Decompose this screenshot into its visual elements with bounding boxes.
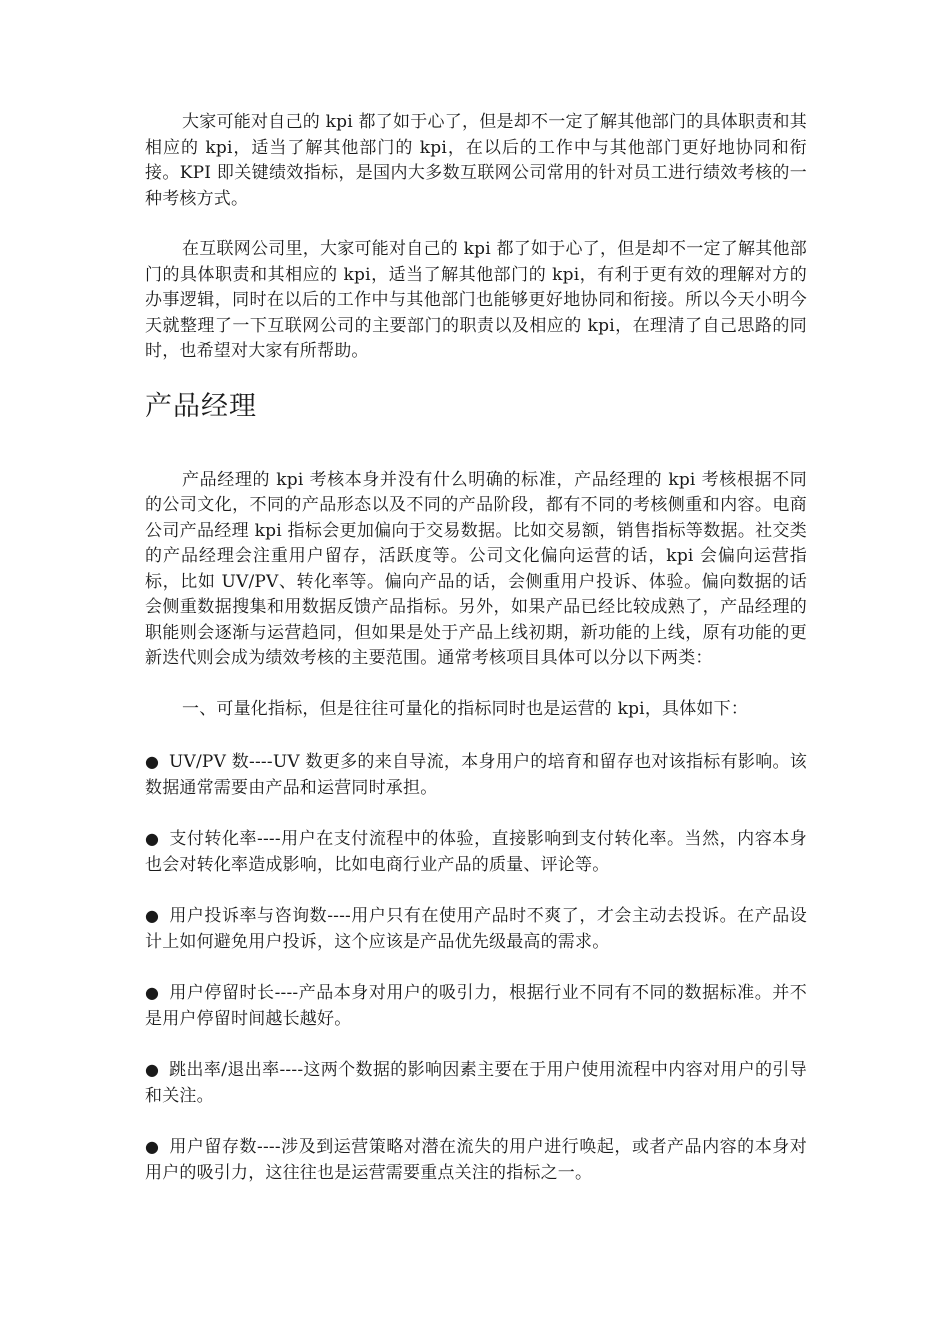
bullet-item <box>145 826 807 878</box>
bullet-item <box>145 1057 807 1109</box>
bullet-item <box>145 749 807 801</box>
bullet-icon: ● <box>145 752 160 771</box>
bullet-text: 用户停留时长----产品本身对用户的吸引力，根据行业不同有不同的数据标准。并不是用户停留时间越长越好。 <box>145 983 807 1029</box>
intro-paragraph-1: 大家可能对自己的 kpi 都了如于心了，但是却不一定了解其他部门的具体职责和其相应的 kpi，适当了解其他部门的 kpi，在以后的工作中与其他部门更好地协同和衔接。KPI 即关键绩效指标，是国内大多数互联网公司常用的针对员工进行绩效考核的一种考核方式。 <box>145 112 807 209</box>
quantifiable-subheading: 一、可量化指标，但是往往可量化的指标同时也是运营的 kpi，具体如下： <box>182 698 749 719</box>
section-heading: 产品经理 <box>145 390 257 422</box>
bullet-text: 用户留存数----涉及到运营策略对潜在流失的用户进行唤起，或者产品内容的本身对用户的吸引力，这往往也是运营需要重点关注的指标之一。 <box>145 1137 807 1183</box>
bullet-icon: ● <box>145 1060 160 1079</box>
section-paragraph: 产品经理的 kpi 考核本身并没有什么明确的标准，产品经理的 kpi 考核根据不同的公司文化，不同的产品形态以及不同的产品阶段，都有不同的考核侧重和内容。电商公司产品经理 kpi 指标会更加偏向于交易数据。比如交易额，销售指标等数据。社交类的产品经理会注重用户留存，活跃度等。公司文化偏向运营的话，kpi 会偏向运营指标，比如 UV/PV、转化率等。偏向产品的话，会侧重用户投诉、体验。偏向数据的话会侧重数据搜集和用数据反馈产品指标。另外，如果产品已经比较成熟了，产品经理的职能则会逐渐与运营趋同，但如果是处于产品上线初期，新功能的上线，原有功能的更新迭代则会成为绩效考核的主要范围。通常考核项目具体可以分以下两类： <box>145 469 807 668</box>
bullet-icon: ● <box>145 829 160 848</box>
bullet-text: 支付转化率----用户在支付流程中的体验，直接影响到支付转化率。当然，内容本身也会对转化率造成影响，比如电商行业产品的质量、评论等。 <box>145 829 807 875</box>
bullet-item <box>145 980 807 1032</box>
bullet-icon: ● <box>145 983 160 1002</box>
bullet-icon: ● <box>145 1137 160 1156</box>
bullet-item <box>145 1134 807 1186</box>
bullet-item <box>145 903 807 955</box>
bullet-text: 跳出率/退出率----这两个数据的影响因素主要在于用户使用流程中内容对用户的引导和关注。 <box>145 1060 807 1106</box>
bullet-icon: ● <box>145 906 160 925</box>
bullet-text: UV/PV 数----UV 数更多的来自导流，本身用户的培育和留存也对该指标有影响。该数据通常需要由产品和运营同时承担。 <box>145 752 807 798</box>
bullet-text: 用户投诉率与咨询数----用户只有在使用产品时不爽了，才会主动去投诉。在产品设计上如何避免用户投诉，这个应该是产品优先级最高的需求。 <box>145 906 807 952</box>
intro-paragraph-2: 在互联网公司里，大家可能对自己的 kpi 都了如于心了，但是却不一定了解其他部门的具体职责和其相应的 kpi，适当了解其他部门的 kpi，有利于更有效的理解对方的办事逻辑，同时在以后的工作中与其他部门也能够更好地协同和衔接。所以今天小明今天就整理了一下互联网公司的主要部门的职责以及相应的 kpi，在理清了自己思路的同时，也希望对大家有所帮助。 <box>145 239 807 361</box>
document-page <box>145 110 807 1186</box>
